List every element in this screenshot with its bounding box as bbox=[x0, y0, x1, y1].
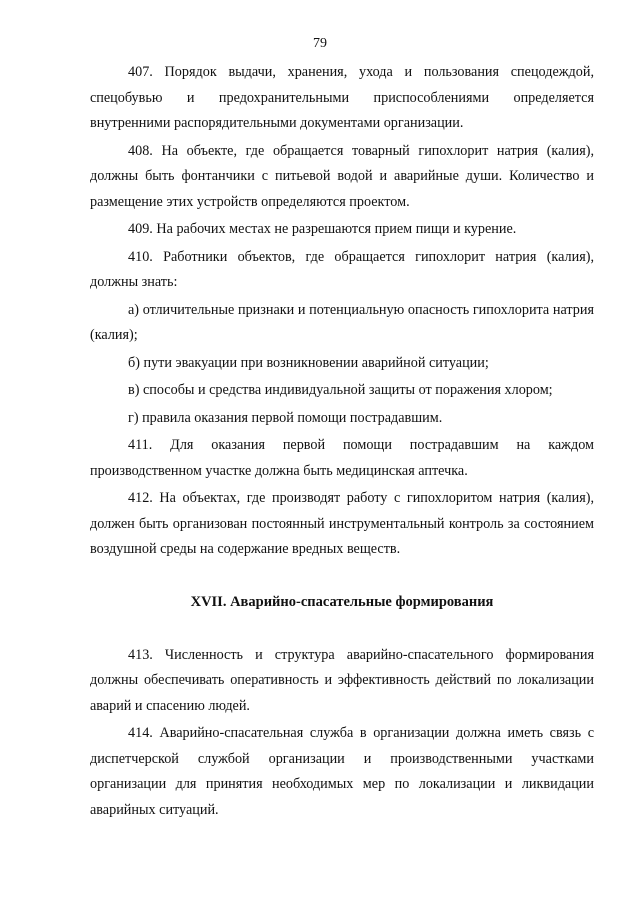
page-number: 79 bbox=[313, 36, 327, 51]
section-heading: XVII. Аварийно-спасательные формирования bbox=[190, 593, 494, 610]
paragraph-411: 411. Для оказания первой помощи пострадавшим на каждом производственном участке должна быть медицинская аптечка. bbox=[90, 437, 594, 479]
paragraph-407: 407. Порядок выдачи, хранения, ухода и пользования спецодеждой, спецобувью и предохранительными приспособлениями определяется внутренними распорядительными документами организации. bbox=[90, 64, 594, 131]
list-item-a: а) отличительные признаки и потенциальную опасность гипохлорита натрия (калия); bbox=[90, 301, 594, 343]
paragraph-414: 414. Аварийно-спасательная служба в организации должна иметь связь с диспетчерской службой организации и производственными участками организации для принятия необходимых мер по локализации и ликвидации аварийных ситуаций. bbox=[90, 725, 594, 818]
paragraph-409: 409. На рабочих местах не разрешаются прием пищи и курение. bbox=[128, 221, 517, 237]
list-item-b: б) пути эвакуации при возникновении аварийной ситуации; bbox=[128, 354, 489, 371]
list-item-c: в) способы и средства индивидуальной защиты от поражения хлором; bbox=[128, 382, 553, 398]
document-body bbox=[90, 60, 594, 825]
paragraph-408: 408. На объекте, где обращается товарный гипохлорит натрия (калия), должны быть фонтанчики с питьевой водой и аварийные души. Количество и размещение этих устройств определяются проектом. bbox=[90, 142, 594, 210]
paragraph-413: 413. Численность и структура аварийно-спасательного формирования должны обеспечивать оперативность и эффективность действий по локализации аварий и спасению людей. bbox=[90, 646, 594, 714]
paragraph-412: 412. На объектах, где производят работу с гипохлоритом натрия (калия), должен быть организован постоянный инструментальный контроль за состоянием воздушной среды на содержание вредных веществ. bbox=[90, 490, 594, 557]
list-item-d: г) правила оказания первой помощи пострадавшим. bbox=[128, 409, 443, 426]
paragraph-410: 410. Работники объектов, где обращается гипохлорит натрия (калия), должны знать: bbox=[90, 248, 594, 290]
